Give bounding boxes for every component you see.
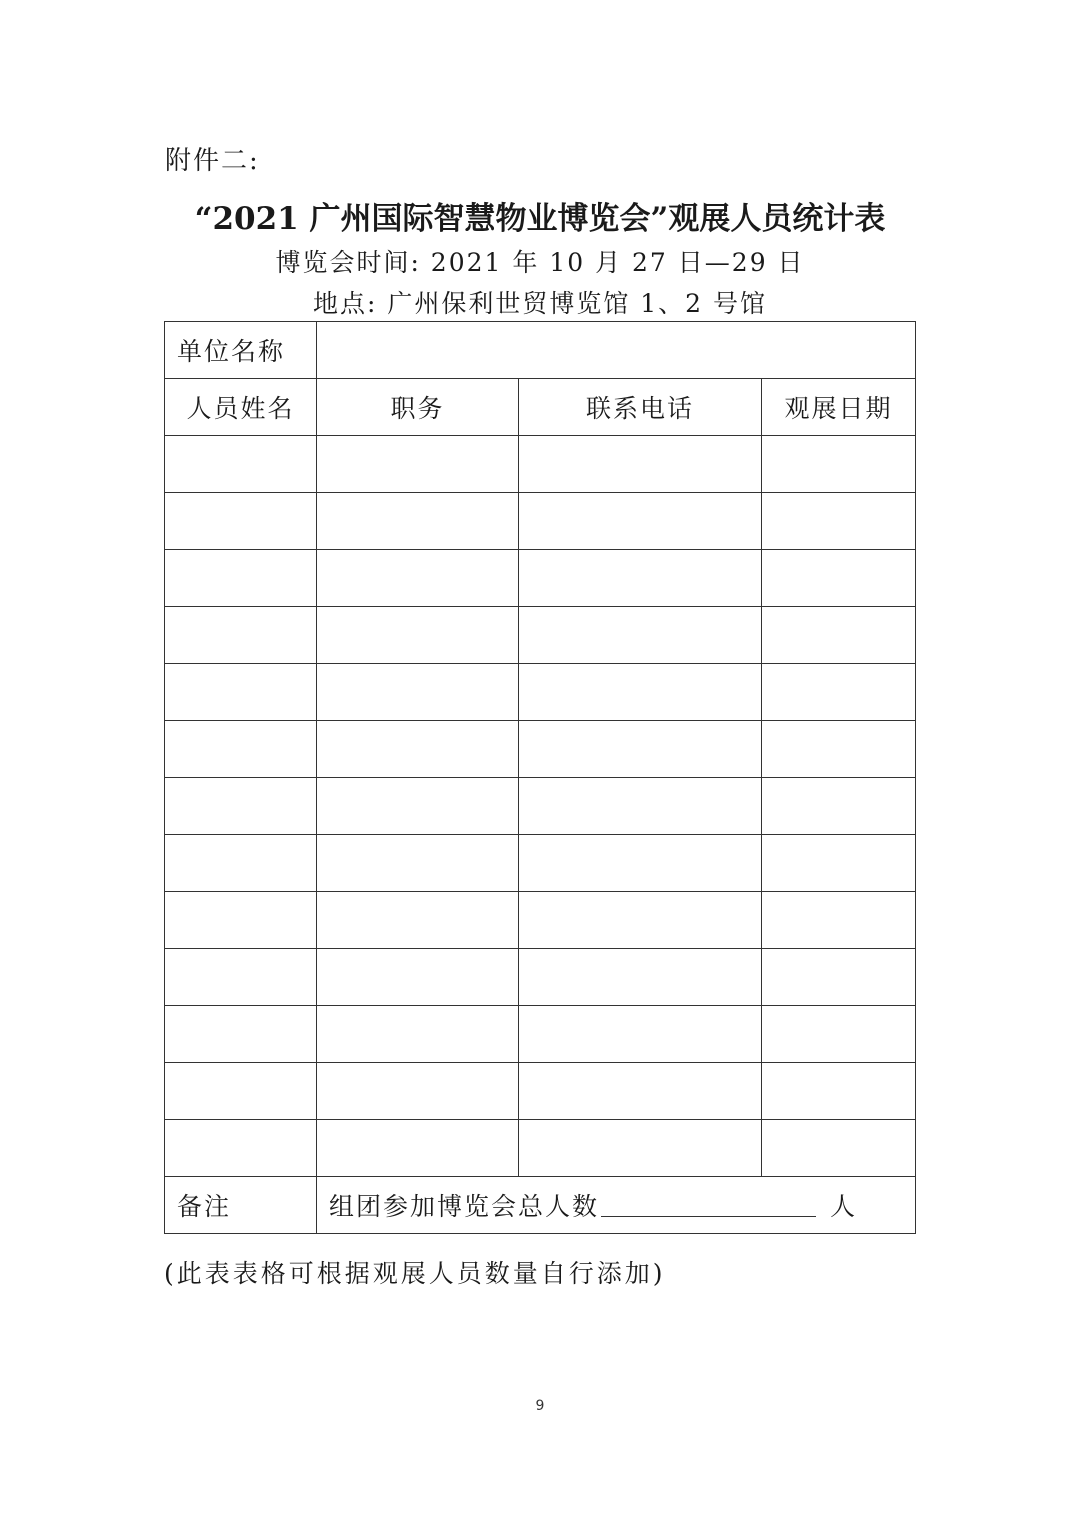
attendee-row	[165, 892, 916, 949]
attendee-position-cell[interactable]	[317, 550, 519, 607]
attendee-date-cell[interactable]	[762, 949, 916, 1006]
total-count-cell	[317, 1177, 916, 1234]
attendee-name-cell[interactable]	[165, 892, 317, 949]
attendee-position-cell[interactable]	[317, 721, 519, 778]
attendee-date-cell[interactable]	[762, 436, 916, 493]
expo-place: 地点: 广州保利世贸博览馆 1、2 号馆	[312, 289, 768, 318]
attendee-position-cell[interactable]	[317, 436, 519, 493]
attendee-position-cell[interactable]	[317, 778, 519, 835]
total-count-unit: 人	[830, 1192, 858, 1221]
attendee-name-cell[interactable]	[165, 550, 317, 607]
attendee-position-cell[interactable]	[317, 1063, 519, 1120]
attendee-date-cell[interactable]	[762, 664, 916, 721]
attendee-row	[165, 778, 916, 835]
attendee-row	[165, 664, 916, 721]
column-header-name: 人员姓名	[165, 379, 317, 436]
expo-time: 博览会时间: 2021 年 10 月 27 日—29 日	[275, 248, 805, 277]
attendee-position-cell[interactable]	[317, 664, 519, 721]
attendee-date-cell[interactable]	[762, 550, 916, 607]
attendee-row	[165, 721, 916, 778]
attendee-row	[165, 1120, 916, 1177]
attendee-phone-cell[interactable]	[519, 778, 762, 835]
attachment-label: 附件二:	[165, 146, 260, 176]
attendee-date-cell[interactable]	[762, 1120, 916, 1177]
attendee-form-table	[164, 321, 916, 1234]
attendee-row	[165, 607, 916, 664]
attendee-name-cell[interactable]	[165, 835, 317, 892]
attendee-phone-cell[interactable]	[519, 1120, 762, 1177]
attendee-phone-cell[interactable]	[519, 835, 762, 892]
column-header-date: 观展日期	[762, 379, 916, 436]
attendee-phone-cell[interactable]	[519, 721, 762, 778]
attendee-position-cell[interactable]	[317, 1006, 519, 1063]
attendee-phone-cell[interactable]	[519, 550, 762, 607]
page-number: 9	[535, 1398, 545, 1414]
attendee-position-cell[interactable]	[317, 835, 519, 892]
attendee-phone-cell[interactable]	[519, 1006, 762, 1063]
remarks-row	[165, 1177, 916, 1234]
attendee-phone-cell[interactable]	[519, 493, 762, 550]
table-footnote: (此表表格可根据观展人员数量自行添加)	[164, 1259, 666, 1288]
attendee-name-cell[interactable]	[165, 949, 317, 1006]
attendee-date-cell[interactable]	[762, 721, 916, 778]
attendee-name-cell[interactable]	[165, 493, 317, 550]
attendee-position-cell[interactable]	[317, 607, 519, 664]
column-header-phone: 联系电话	[519, 379, 762, 436]
total-count-label: 组团参加博览会总人数	[329, 1192, 600, 1221]
attendee-date-cell[interactable]	[762, 1006, 916, 1063]
unit-name-label: 单位名称	[165, 322, 317, 379]
attendee-position-cell[interactable]	[317, 949, 519, 1006]
attendee-row	[165, 1063, 916, 1120]
unit-name-row	[165, 322, 916, 379]
attendee-row	[165, 493, 916, 550]
unit-name-field[interactable]	[317, 322, 916, 379]
attendee-date-cell[interactable]	[762, 835, 916, 892]
attendee-date-cell[interactable]	[762, 1063, 916, 1120]
attendee-phone-cell[interactable]	[519, 607, 762, 664]
attendee-position-cell[interactable]	[317, 1120, 519, 1177]
page-title: “2021 广州国际智慧物业博览会”观展人员统计表	[194, 201, 886, 237]
attendee-date-cell[interactable]	[762, 493, 916, 550]
attendee-phone-cell[interactable]	[519, 1063, 762, 1120]
attendee-row	[165, 835, 916, 892]
attendee-row	[165, 436, 916, 493]
remarks-label: 备注	[165, 1177, 317, 1234]
attendee-row	[165, 949, 916, 1006]
header-row	[165, 379, 916, 436]
attendee-phone-cell[interactable]	[519, 436, 762, 493]
attendee-row	[165, 550, 916, 607]
attendee-row	[165, 1006, 916, 1063]
attendee-name-cell[interactable]	[165, 436, 317, 493]
column-header-position: 职务	[317, 379, 519, 436]
attendee-date-cell[interactable]	[762, 892, 916, 949]
attendee-phone-cell[interactable]	[519, 664, 762, 721]
attendee-name-cell[interactable]	[165, 1120, 317, 1177]
total-count-field[interactable]	[601, 1190, 816, 1217]
attendee-name-cell[interactable]	[165, 664, 317, 721]
attendee-name-cell[interactable]	[165, 1006, 317, 1063]
attendee-phone-cell[interactable]	[519, 892, 762, 949]
attendee-position-cell[interactable]	[317, 892, 519, 949]
attendee-name-cell[interactable]	[165, 778, 317, 835]
attendee-date-cell[interactable]	[762, 607, 916, 664]
attendee-name-cell[interactable]	[165, 721, 317, 778]
attendee-date-cell[interactable]	[762, 778, 916, 835]
attendee-position-cell[interactable]	[317, 493, 519, 550]
attendee-name-cell[interactable]	[165, 607, 317, 664]
attendee-phone-cell[interactable]	[519, 949, 762, 1006]
attendee-name-cell[interactable]	[165, 1063, 317, 1120]
